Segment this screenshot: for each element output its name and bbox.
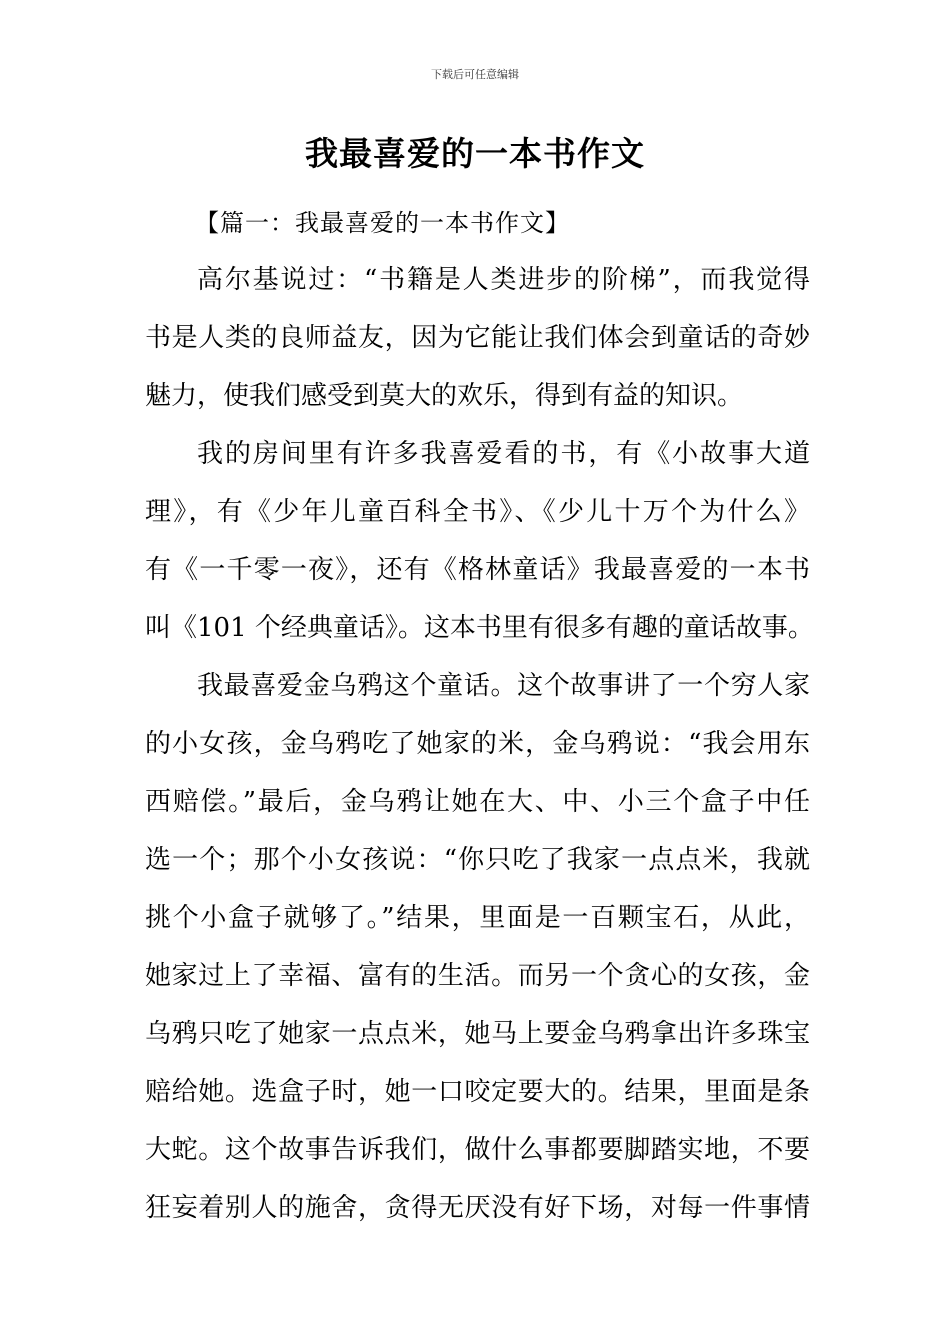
- text-line: 狂妄着别人的施舍，贪得无厌没有好下场，对每一件事情: [145, 1193, 810, 1223]
- text-line: 西赔偿。”最后，金乌鸦让她在大、中、小三个盒子中任: [145, 787, 810, 817]
- text-line: 高尔基说过：“书籍是人类进步的阶梯”，而我觉得: [197, 265, 810, 295]
- text-line: 我最喜爱金乌鸦这个童话。这个故事讲了一个穷人家: [197, 671, 810, 701]
- text-line: 挑个小盒子就够了。”结果，里面是一百颗宝石，从此，: [145, 903, 810, 933]
- text-line: 叫《101 个经典童话》。这本书里有很多有趣的童话故事。: [145, 613, 814, 643]
- text-line: 魅力，使我们感受到莫大的欢乐，得到有益的知识。: [145, 381, 744, 411]
- text-line: 我的房间里有许多我喜爱看的书，有《小故事大道: [197, 439, 810, 469]
- text-line: 选一个；那个小女孩说：“你只吃了我家一点点米，我就: [145, 845, 810, 875]
- text-line: 她家过上了幸福、富有的生活。而另一个贪心的女孩，金: [145, 961, 810, 991]
- text-line: 理》，有《少年儿童百科全书》、《少儿十万个为什么》: [145, 497, 810, 527]
- text-line: 的小女孩，金乌鸦吃了她家的米，金乌鸦说：“我会用东: [145, 729, 810, 759]
- text-line: 乌鸦只吃了她家一点点米，她马上要金乌鸦拿出许多珠宝: [145, 1019, 810, 1049]
- text-line: 书是人类的良师益友，因为它能让我们体会到童话的奇妙: [145, 323, 810, 353]
- header-note: 下载后可任意编辑: [431, 68, 519, 81]
- text-line: 大蛇。这个故事告诉我们，做什么事都要脚踏实地，不要: [145, 1135, 810, 1165]
- section-heading: 【篇一：我最喜爱的一本书作文】: [195, 209, 570, 237]
- text-line: 有《一千零一夜》，还有《格林童话》我最喜爱的一本书: [145, 555, 810, 585]
- body-text: [145, 256, 814, 1242]
- text-line: 赔给她。选盒子时，她一口咬定要大的。结果，里面是条: [145, 1077, 810, 1107]
- page-title: 我最喜爱的一本书作文: [305, 134, 645, 173]
